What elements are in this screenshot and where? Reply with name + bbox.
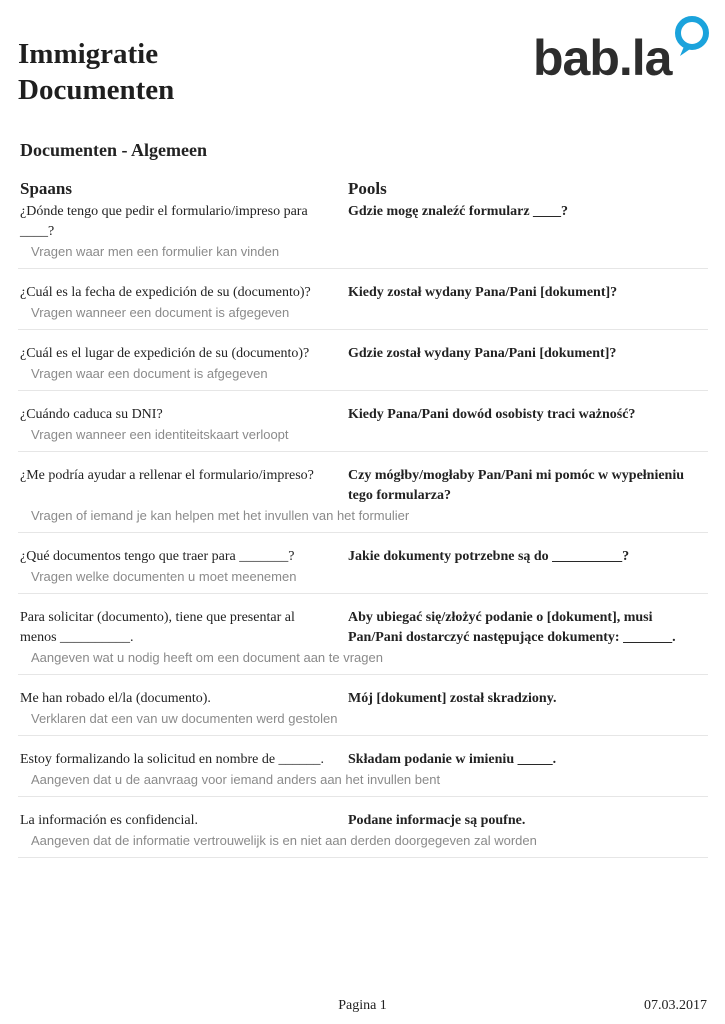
phrase-entry [18,391,708,452]
source-phrase: ¿Qué documentos tengo que traer para _______? [20,549,295,564]
target-phrase: Składam podanie w imieniu _____. [348,752,557,767]
phrase-note: Aangeven wat u nodig heeft om een document aan te vragen [31,650,383,665]
target-phrase: Kiedy Pana/Pani dowód osobisty traci ważność? [348,407,636,422]
source-phrase: ¿Me podría ayudar a rellenar el formulario/impreso? [20,468,314,483]
target-phrase: Aby ubiegać się/złożyć podanie o [dokument], musi Pan/Pani dostarczyć następujące dokumenty: _______. [348,610,676,645]
phrase-note: Vragen welke documenten u moet meenemen [31,569,297,584]
source-phrase: Me han robado el/la (documento). [20,691,211,706]
target-phrase: Kiedy został wydany Pana/Pani [dokument]? [348,285,618,300]
document-title-line1: Immigratie [18,38,159,70]
phrase-note: Vragen of iemand je kan helpen met het invullen van het formulier [31,508,410,523]
target-phrase: Gdzie mogę znaleźć formularz ____? [348,204,569,219]
logo-text: bab.la [533,30,672,82]
target-phrase: Podane informacje są poufne. [348,813,526,828]
document-title-line2: Documenten [18,74,175,106]
section-title: Documenten - Algemeen [20,140,207,160]
phrase-note: Vragen wanneer een identiteitskaart verloopt [31,427,289,442]
source-phrase: Estoy formalizando la solicitud en nombre de ______. [20,752,325,767]
phrase-note: Aangeven dat de informatie vertrouwelijk is en niet aan derden doorgegeven zal worden [31,833,537,848]
source-phrase: ¿Dónde tengo que pedir el formulario/impreso para ____? [20,204,308,239]
document-title [18,36,174,108]
phrase-entry [18,330,708,391]
phrase-entry [18,594,708,675]
phrase-note: Vragen wanneer een document is afgegeven [31,305,290,320]
speech-bubble-icon [678,19,706,56]
phrase-entry [18,675,708,736]
target-language-header: Pools [348,179,387,198]
document-date: 07.03.2017 [644,998,707,1013]
phrase-note: Vragen waar men een formulier kan vinden [31,244,280,259]
source-phrase: La información es confidencial. [20,813,199,828]
source-phrase: ¿Cuál es el lugar de expedición de su (documento)? [20,346,310,361]
source-phrase: Para solicitar (documento), tiene que presentar al menos __________. [20,610,295,645]
babla-logo[interactable] [533,16,709,82]
target-phrase: Jakie dokumenty potrzebne są do __________? [348,549,630,564]
phrase-entry [18,736,708,797]
source-phrase: ¿Cuándo caduca su DNI? [20,407,163,422]
phrase-entry [18,797,708,858]
target-phrase: Mój [dokument] został skradziony. [348,691,557,706]
source-phrase: ¿Cuál es la fecha de expedición de su (documento)? [20,285,311,300]
phrase-note: Vragen waar een document is afgegeven [31,366,268,381]
target-phrase: Gdzie został wydany Pana/Pani [dokument]? [348,346,617,361]
phrase-entry [18,452,708,533]
page-number: Pagina 1 [338,998,387,1013]
phrase-list [18,202,708,858]
phrase-entry [18,202,708,269]
target-phrase: Czy mógłby/mogłaby Pan/Pani mi pomóc w wypełnieniu tego formularza? [348,468,685,503]
phrase-entry [18,269,708,330]
source-language-header: Spaans [20,179,72,198]
phrase-note: Aangeven dat u de aanvraag voor iemand anders aan het invullen bent [31,772,441,787]
phrase-entry [18,533,708,594]
phrase-note: Verklaren dat een van uw documenten werd gestolen [31,711,338,726]
